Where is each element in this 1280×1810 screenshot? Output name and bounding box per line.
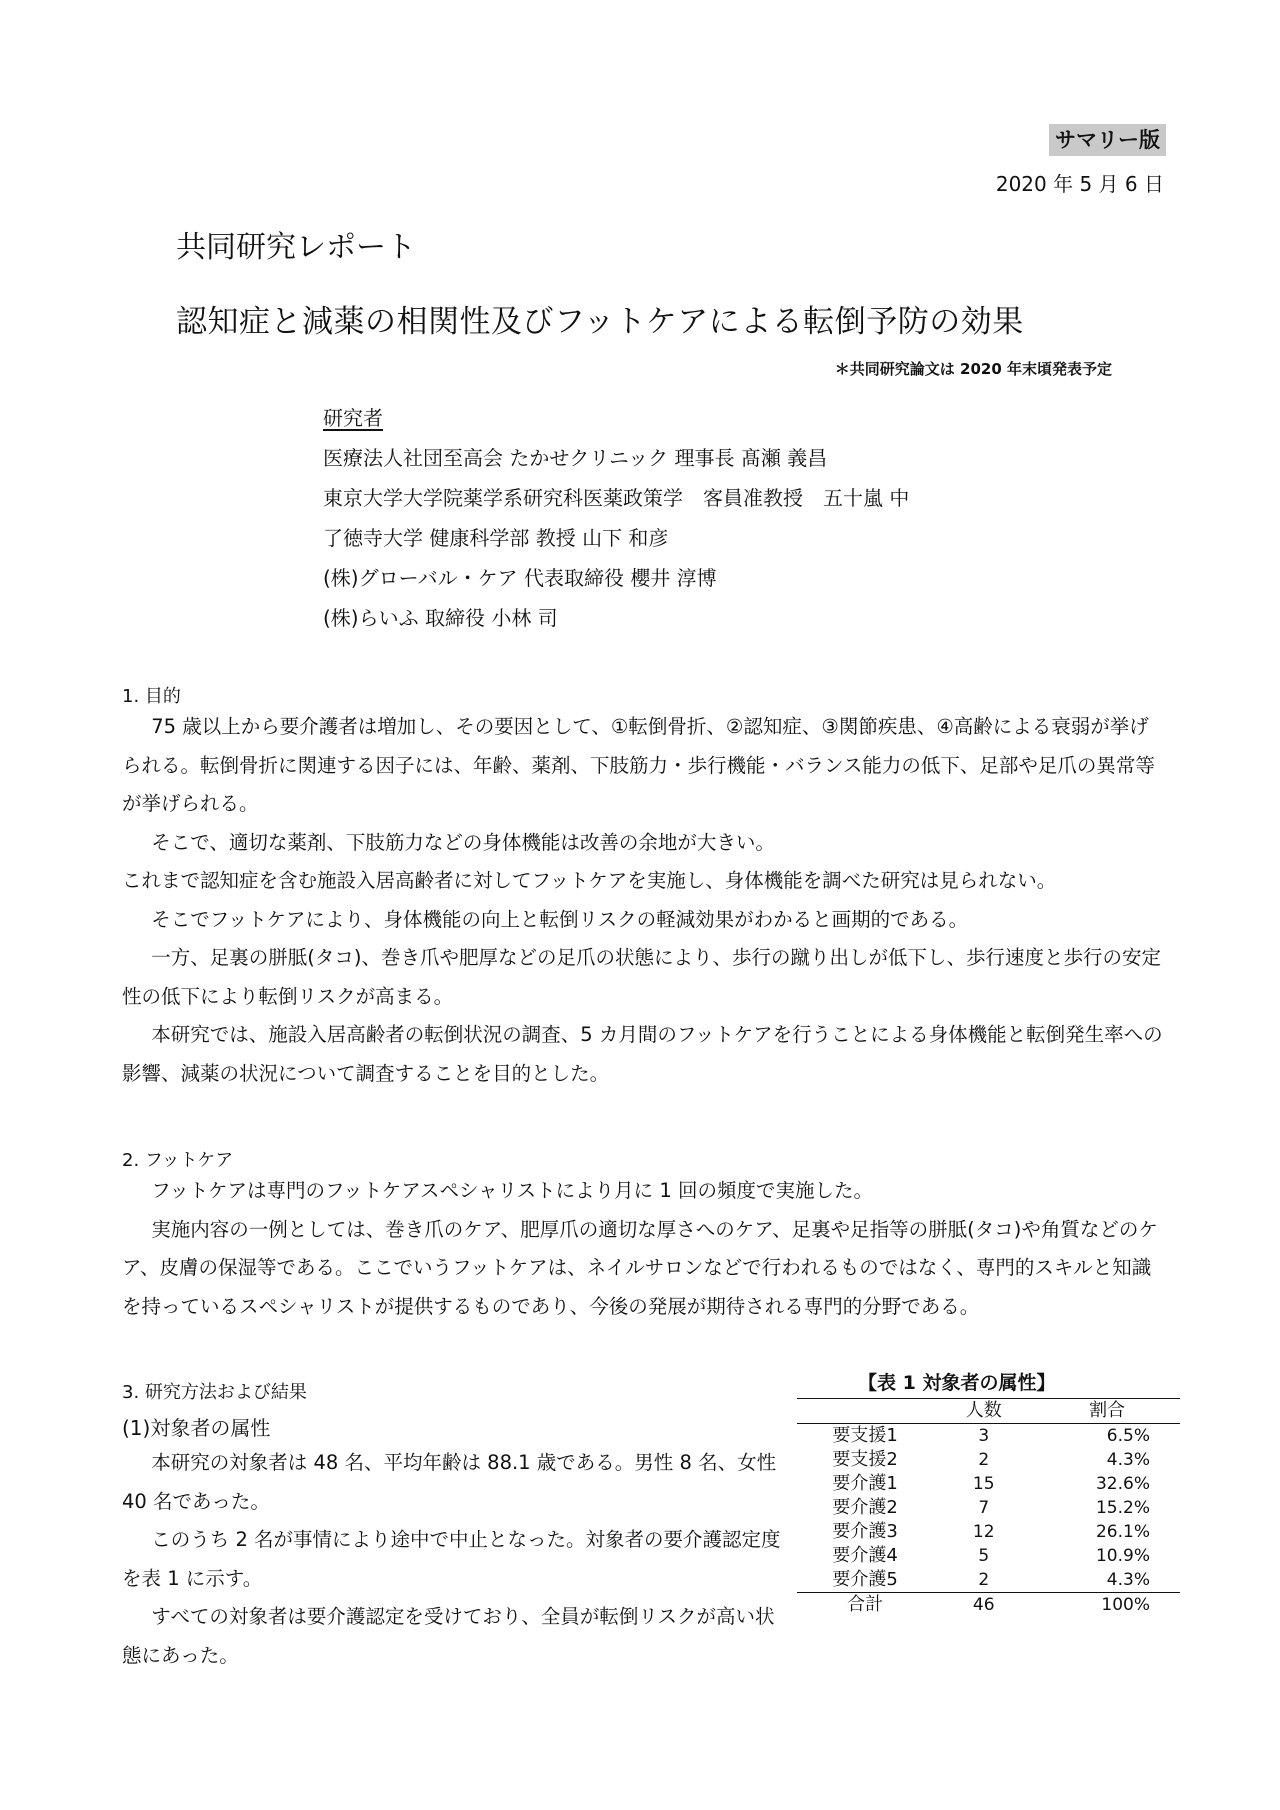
table-cell: 6.5% — [1106, 1426, 1150, 1446]
researcher-item: 東京大学大学院薬学系研究科医薬政策学 客員准教授 五十嵐 中 — [323, 486, 910, 510]
table-header-cell: 割合 — [1034, 1399, 1180, 1424]
table-row — [797, 1568, 1180, 1593]
table-header-cell — [797, 1399, 933, 1424]
paragraph: そこでフットケアにより、身体機能の向上と転倒リスクの軽減効果がわかると画期的である。 — [151, 907, 969, 931]
table-cell: 32.6% — [1095, 1474, 1150, 1494]
attributes-table — [797, 1398, 1180, 1617]
table-header-cell: 人数 — [933, 1399, 1034, 1424]
table-cell: 100% — [1101, 1595, 1150, 1615]
table-row — [797, 1496, 1180, 1520]
table-cell: 要介護4 — [832, 1545, 898, 1566]
researcher-item: (株)らいふ 取締役 小林 司 — [323, 606, 558, 630]
paragraph: フットケアは専門のフットケアスペシャリストにより月に 1 回の頻度で実施した。 — [151, 1179, 873, 1202]
section2-title: 2. フットケア — [122, 1150, 234, 1171]
table-cell: 要支援1 — [832, 1425, 898, 1446]
table-cell: 要支援2 — [832, 1449, 898, 1470]
section1-title: 1. 目的 — [122, 686, 181, 707]
researchers-heading: 研究者 — [323, 406, 383, 430]
paragraph: 75 歳以上から要介護者は増加し、その要因として、①転倒骨折、②認知症、③関節疾患、④高齢による衰弱が挙げられる。転倒骨折に関連する因子には、年齢、薬剤、下肢筋力・歩行機能・バランス能力の低下、足部や足爪の異常等が挙げられる。 — [122, 715, 1155, 815]
paragraph: 本研究では、施設入居高齢者の転倒状況の調査、5 カ月間のフットケアを行うことによる身体機能と転倒発生率への影響、減薬の状況について調査することを目的とした。 — [122, 1023, 1163, 1085]
table-cell: 15 — [972, 1474, 995, 1494]
table-cell: 2 — [933, 1568, 1034, 1593]
table-cell: 46 — [972, 1595, 995, 1615]
paragraph: 実施内容の一例としては、巻き爪のケア、肥厚爪の適切な厚さへのケア、足裏や足指等の胼胝(タコ)や角質などのケア、皮膚の保湿等である。ここでいうフットケアは、ネイルサロンなどで行われるものではなく、専門的スキルと知識を持っているスペシャリストが提供するものであり、今後の発展が期待される専門的分野である。 — [122, 1217, 1158, 1318]
report-date: 2020 年 5 月 6 日 — [995, 172, 1164, 196]
table-cell: 要介護5 — [797, 1568, 933, 1593]
section2-body — [122, 1172, 1168, 1326]
table-header-row — [797, 1399, 1180, 1424]
paragraph: このうち 2 名が事情により途中で中止となった。対象者の要介護認定度を表 1 に示す。 — [122, 1528, 781, 1590]
table-cell: 要介護3 — [832, 1521, 898, 1542]
table-cell: 要介護1 — [832, 1473, 898, 1494]
table-row — [797, 1544, 1180, 1568]
table-cell: 3 — [978, 1426, 990, 1446]
table-cell: 5 — [978, 1546, 990, 1566]
researcher-item: (株)グローバル・ケア 代表取締役 櫻井 淳博 — [323, 566, 717, 590]
table-caption: 【表 1 対象者の属性】 — [858, 1372, 1056, 1394]
table-cell: 要介護2 — [832, 1497, 898, 1518]
summary-badge: サマリー版 — [1049, 124, 1166, 156]
researchers-block — [323, 398, 909, 638]
paragraph: すべての対象者は要介護認定を受けており、全員が転倒リスクが高い状態にあった。 — [122, 1605, 775, 1667]
paragraph: そこで、適切な薬剤、下肢筋力などの身体機能は改善の余地が大きい。 — [151, 830, 775, 854]
table-row — [797, 1448, 1180, 1472]
section3-body — [122, 1444, 790, 1675]
publication-note: ＊共同研究論文は 2020 年末頃発表予定 — [834, 360, 1112, 378]
table-row — [797, 1424, 1180, 1449]
table-cell: 12 — [972, 1522, 995, 1542]
paragraph: 本研究の対象者は 48 名、平均年齢は 88.1 歳である。男性 8 名、女性 40 名であった。 — [122, 1451, 777, 1513]
table-row — [797, 1520, 1180, 1544]
table-cell: 15.2% — [1095, 1498, 1150, 1518]
table-cell: 合計 — [847, 1594, 884, 1615]
section3-subtitle: (1)対象者の属性 — [122, 1416, 271, 1440]
table-cell: 4.3% — [1034, 1568, 1180, 1593]
table-cell: 26.1% — [1095, 1522, 1150, 1542]
paragraph: 一方、足裏の胼胝(タコ)、巻き爪や肥厚などの足爪の状態により、歩行の蹴り出しが低下し、歩行速度と歩行の安定性の低下により転倒リスクが高まる。 — [122, 946, 1161, 1008]
section1-body — [122, 708, 1168, 1093]
table-cell: 2 — [978, 1450, 990, 1470]
paragraph: これまで認知症を含む施設入居高齢者に対してフットケアを実施し、身体機能を調べた研究は見られない。 — [122, 869, 1057, 892]
researcher-item: 医療法人社団至高会 たかせクリニック 理事長 髙瀬 義昌 — [323, 446, 828, 470]
report-title: 認知症と減薬の相関性及びフットケアによる転倒予防の効果 — [176, 304, 1024, 340]
report-label: 共同研究レポート — [176, 230, 416, 265]
section3-title: 3. 研究方法および結果 — [122, 1382, 307, 1403]
table-row — [797, 1472, 1180, 1496]
table-total-row — [797, 1593, 1180, 1618]
table-cell: 4.3% — [1106, 1450, 1150, 1470]
researcher-item: 了徳寺大学 健康科学部 教授 山下 和彦 — [323, 526, 669, 550]
table-cell: 7 — [978, 1498, 990, 1518]
table-cell: 10.9% — [1095, 1546, 1150, 1566]
